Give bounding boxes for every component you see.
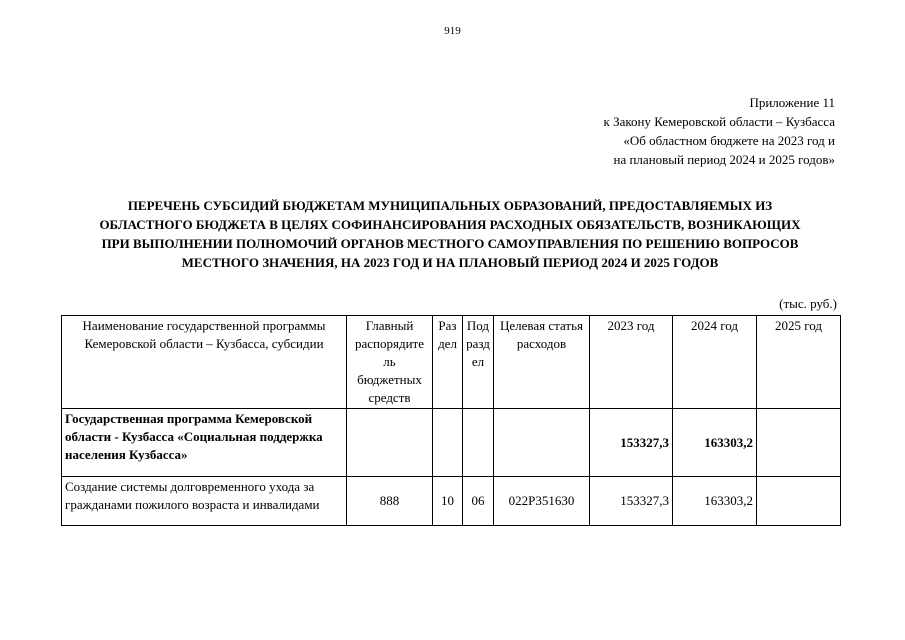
cell-target: 022P351630	[494, 477, 590, 526]
title-line: ПРИ ВЫПОЛНЕНИИ ПОЛНОМОЧИЙ ОРГАНОВ МЕСТНОГО САМОУПРАВЛЕНИЯ ПО РЕШЕНИЮ ВОПРОСОВ	[101, 236, 799, 251]
cell-name: Государственная программа Кемеровской области - Кузбасса «Социальная поддержка населения Кузбасса»	[62, 409, 347, 477]
cell-section: 10	[433, 477, 463, 526]
header-2024: 2024 год	[673, 316, 757, 409]
cell-target	[494, 409, 590, 477]
table-header-row	[62, 316, 841, 409]
title-line: МЕСТНОГО ЗНАЧЕНИЯ, НА 2023 ГОД И НА ПЛАНОВЫЙ ПЕРИОД 2024 И 2025 ГОДОВ	[181, 255, 719, 270]
header-name: Наименование государственной программы Кемеровской области – Кузбасса, субсидии	[62, 316, 347, 409]
unit-note: (тыс. руб.)	[779, 296, 837, 311]
title-line: ОБЛАСТНОГО БЮДЖЕТА В ЦЕЛЯХ СОФИНАНСИРОВАНИЯ РАСХОДНЫХ ОБЯЗАТЕЛЬСТВ, ВОЗНИКАЮЩИХ	[99, 217, 801, 232]
cell-section	[433, 409, 463, 477]
cell-subsection	[463, 409, 494, 477]
table-row-program	[62, 409, 841, 477]
cell-2025	[757, 409, 841, 477]
cell-2023: 153327,3	[590, 477, 673, 526]
table-row-subsidy	[62, 477, 841, 526]
header-2025: 2025 год	[757, 316, 841, 409]
appendix-line: на плановый период 2024 и 2025 годов»	[613, 152, 835, 167]
subsidies-table	[61, 315, 841, 526]
page-number: 919	[444, 25, 461, 37]
cell-2024: 163303,2	[673, 409, 757, 477]
cell-subsection: 06	[463, 477, 494, 526]
appendix-line: Приложение 11	[749, 95, 835, 110]
cell-2025	[757, 477, 841, 526]
header-subsection: Под разд ел	[463, 316, 494, 409]
header-target: Целевая статья расходов	[494, 316, 590, 409]
cell-2024: 163303,2	[673, 477, 757, 526]
cell-name: Создание системы долговременного ухода за гражданами пожилого возраста и инвалидами	[62, 477, 347, 526]
document-title	[60, 196, 840, 272]
header-2023: 2023 год	[590, 316, 673, 409]
cell-admin: 888	[347, 477, 433, 526]
cell-2023: 153327,3	[590, 409, 673, 477]
title-line: ПЕРЕЧЕНЬ СУБСИДИЙ БЮДЖЕТАМ МУНИЦИПАЛЬНЫХ ОБРАЗОВАНИЙ, ПРЕДОСТАВЛЯЕМЫХ ИЗ	[127, 198, 773, 213]
cell-admin	[347, 409, 433, 477]
header-admin: Главный распорядите ль бюджетных средств	[347, 316, 433, 409]
appendix-reference	[604, 93, 836, 169]
appendix-line: «Об областном бюджете на 2023 год и	[623, 133, 835, 148]
header-section: Раз дел	[433, 316, 463, 409]
appendix-line: к Закону Кемеровской области – Кузбасса	[603, 114, 835, 129]
